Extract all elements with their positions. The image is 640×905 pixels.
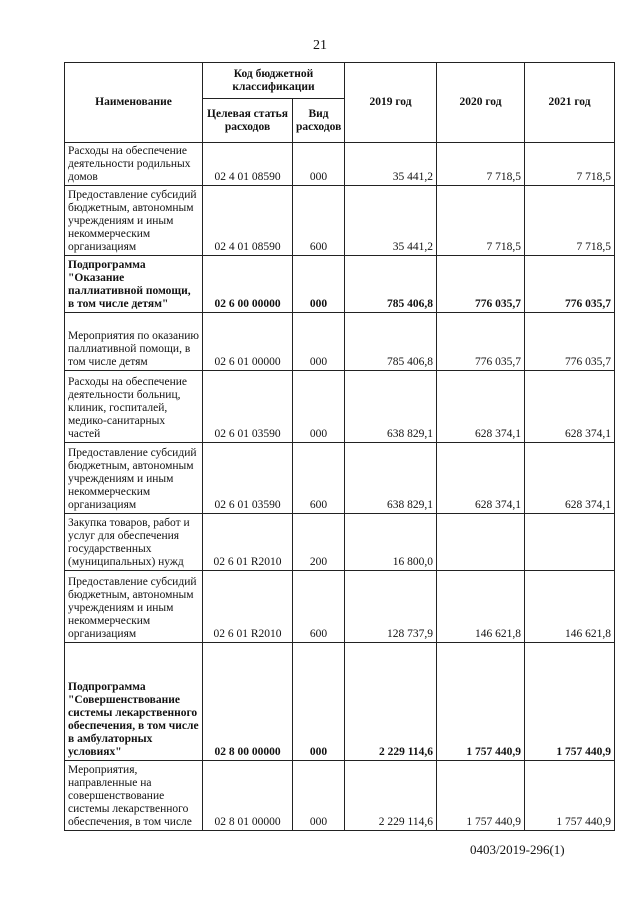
table-row bbox=[65, 443, 615, 514]
header-2020: 2020 год bbox=[437, 63, 525, 143]
row-2021: 1 757 440,9 bbox=[525, 761, 615, 831]
row-2020: 1 757 440,9 bbox=[437, 643, 525, 761]
row-2020 bbox=[437, 514, 525, 571]
row-2019: 785 406,8 bbox=[345, 256, 437, 313]
header-name: Наименование bbox=[65, 63, 203, 143]
document-code: 0403/2019-296(1) bbox=[470, 842, 565, 857]
row-code: 02 6 01 R2010 bbox=[203, 571, 293, 643]
row-kind: 000 bbox=[293, 761, 345, 831]
table-row bbox=[65, 313, 615, 371]
row-2021: 1 757 440,9 bbox=[525, 643, 615, 761]
row-name: Предоставление субсидий бюджетным, автономным учреждениям и иным некоммерческим организациям bbox=[65, 186, 203, 256]
row-code: 02 6 01 03590 bbox=[203, 443, 293, 514]
row-2021: 7 718,5 bbox=[525, 186, 615, 256]
row-2020: 628 374,1 bbox=[437, 443, 525, 514]
row-2021: 628 374,1 bbox=[525, 443, 615, 514]
table-row bbox=[65, 371, 615, 443]
row-2021: 628 374,1 bbox=[525, 371, 615, 443]
row-kind: 000 bbox=[293, 371, 345, 443]
row-2020: 146 621,8 bbox=[437, 571, 525, 643]
table-row bbox=[65, 761, 615, 831]
row-name: Предоставление субсидий бюджетным, автономным учреждениям и иным некоммерческим организациям bbox=[65, 443, 203, 514]
row-2019: 638 829,1 bbox=[345, 443, 437, 514]
row-kind: 000 bbox=[293, 256, 345, 313]
row-code: 02 6 01 03590 bbox=[203, 371, 293, 443]
row-2021: 776 035,7 bbox=[525, 313, 615, 371]
row-name: Мероприятия, направленные на совершенствование системы лекарственного обеспечения, в том числе bbox=[65, 761, 203, 831]
table-row bbox=[65, 256, 615, 313]
row-2020: 628 374,1 bbox=[437, 371, 525, 443]
row-name: Предоставление субсидий бюджетным, автономным учреждениям и иным некоммерческим организациям bbox=[65, 571, 203, 643]
row-2020: 1 757 440,9 bbox=[437, 761, 525, 831]
row-kind: 200 bbox=[293, 514, 345, 571]
row-kind: 600 bbox=[293, 443, 345, 514]
row-2019: 2 229 114,6 bbox=[345, 761, 437, 831]
table-row bbox=[65, 186, 615, 256]
row-2020: 7 718,5 bbox=[437, 186, 525, 256]
row-2021: 146 621,8 bbox=[525, 571, 615, 643]
page-number: 21 bbox=[313, 38, 327, 53]
row-2020: 776 035,7 bbox=[437, 256, 525, 313]
row-2019: 128 737,9 bbox=[345, 571, 437, 643]
row-kind: 600 bbox=[293, 571, 345, 643]
row-name: Расходы на обеспечение деятельности больниц, клиник, госпиталей, медико-санитарных частей bbox=[65, 371, 203, 443]
header-budget-code: Код бюджетной классификации bbox=[203, 63, 345, 99]
row-2021 bbox=[525, 514, 615, 571]
budget-table bbox=[64, 62, 615, 831]
row-2019: 16 800,0 bbox=[345, 514, 437, 571]
row-2021: 776 035,7 bbox=[525, 256, 615, 313]
row-name: Подпрограмма "Оказание паллиативной помощи, в том числе детям" bbox=[65, 256, 203, 313]
table-row bbox=[65, 514, 615, 571]
table-row bbox=[65, 571, 615, 643]
row-code: 02 6 01 R2010 bbox=[203, 514, 293, 571]
row-name: Закупка товаров, работ и услуг для обеспечения государственных (муниципальных) нужд bbox=[65, 514, 203, 571]
row-code: 02 4 01 08590 bbox=[203, 143, 293, 186]
row-name: Расходы на обеспечение деятельности родильных домов bbox=[65, 143, 203, 186]
header-target-article: Целевая статья расходов bbox=[203, 99, 293, 143]
row-name: Мероприятия по оказанию паллиативной помощи, в том числе детям bbox=[65, 313, 203, 371]
row-2020: 776 035,7 bbox=[437, 313, 525, 371]
row-code: 02 6 01 00000 bbox=[203, 313, 293, 371]
row-2019: 35 441,2 bbox=[345, 143, 437, 186]
row-2019: 785 406,8 bbox=[345, 313, 437, 371]
row-2019: 35 441,2 bbox=[345, 186, 437, 256]
row-2019: 638 829,1 bbox=[345, 371, 437, 443]
row-code: 02 4 01 08590 bbox=[203, 186, 293, 256]
row-kind: 000 bbox=[293, 143, 345, 186]
row-name: Подпрограмма "Совершенствование системы лекарственного обеспечения, в том числе в амбулаторных условиях" bbox=[65, 643, 203, 761]
row-2019: 2 229 114,6 bbox=[345, 643, 437, 761]
row-code: 02 6 00 00000 bbox=[203, 256, 293, 313]
header-2021: 2021 год bbox=[525, 63, 615, 143]
row-code: 02 8 01 00000 bbox=[203, 761, 293, 831]
row-kind: 000 bbox=[293, 313, 345, 371]
table-row bbox=[65, 643, 615, 761]
row-kind: 600 bbox=[293, 186, 345, 256]
header-expense-type: Вид расходов bbox=[293, 99, 345, 143]
row-2020: 7 718,5 bbox=[437, 143, 525, 186]
table-row bbox=[65, 143, 615, 186]
row-2021: 7 718,5 bbox=[525, 143, 615, 186]
row-kind: 000 bbox=[293, 643, 345, 761]
header-2019: 2019 год bbox=[345, 63, 437, 143]
row-code: 02 8 00 00000 bbox=[203, 643, 293, 761]
